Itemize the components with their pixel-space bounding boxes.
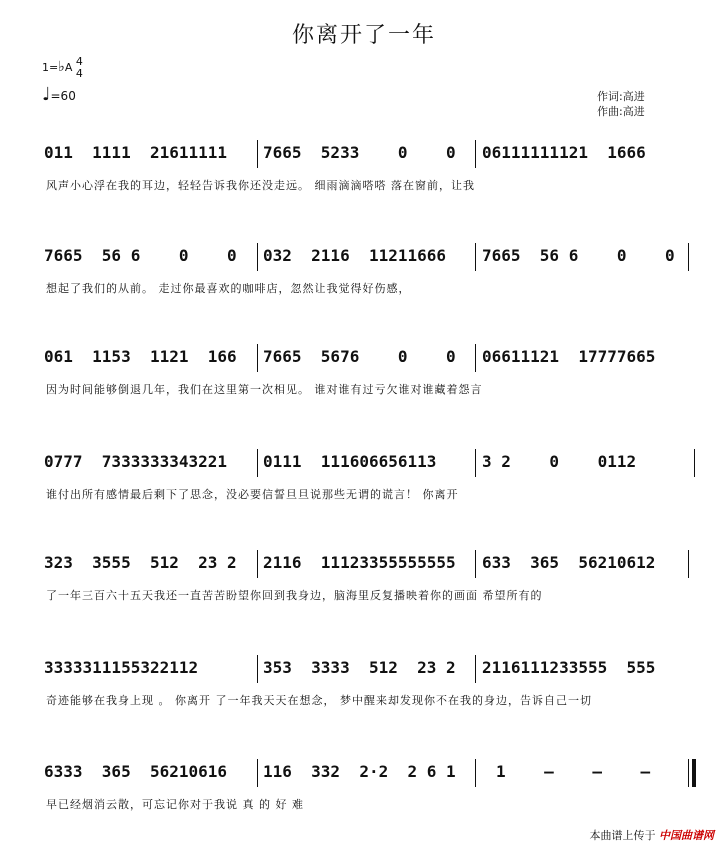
measure: 3333311155322112 (44, 658, 199, 677)
key-signature: 1=♭A 4 4 (42, 55, 83, 80)
measure: 353 3333 512 23 2 (263, 658, 456, 677)
measure: 7665 56 6 0 0 (44, 246, 237, 265)
lyric-line: 了一年三百六十五天我还一直苦苦盼望你回到我身边，脑海里反复播映着你的画面 希望所有的 (46, 589, 543, 602)
footer-credit: 本曲谱上传于 中国曲谱网 (589, 829, 714, 842)
lyric-line: 风声小心浮在我的耳边，轻轻告诉我你还没走远。 细雨滴滴嗒嗒 落在窗前，让我 (46, 179, 475, 192)
time-signature: 4 4 (75, 55, 83, 80)
measure: 1 – – – (496, 762, 651, 781)
measure: 0777 7333333343221 (44, 452, 228, 471)
measure: 06111111121 1666 (482, 143, 646, 162)
lyric-line: 想起了我们的从前。 走过你最喜欢的咖啡店，忽然让我觉得好伤感， (46, 282, 411, 295)
score-row-2 (0, 246, 728, 326)
score-row-1 (0, 143, 728, 223)
song-title: 你离开了一年 (291, 23, 436, 48)
measure: 06611121 17777665 (482, 347, 656, 366)
credits (597, 89, 645, 119)
score-row-5 (0, 553, 728, 633)
measure: 7665 5233 0 0 (263, 143, 456, 162)
score-row-4 (0, 452, 728, 532)
measure: 0111 111606656113 (263, 452, 437, 471)
measure: 2116 11123355555555 (263, 553, 456, 572)
measure: 061 1153 1121 166 (44, 347, 237, 366)
measure: 116 332 2·2 2 6 1 (263, 762, 456, 781)
lyric-line: 谁付出所有感情最后剩下了思念，没必要信誓旦旦说那些无谓的谎言！ 你离开 (46, 488, 459, 501)
lyric-line: 因为时间能够倒退几年，我们在这里第一次相见。 谁对谁有过亏欠谁对谁藏着怨言 (46, 383, 483, 396)
measure: 633 365 56210612 (482, 553, 656, 572)
lyricist: 作词:高进 (597, 90, 645, 103)
measure: 6333 365 56210616 (44, 762, 228, 781)
measure: 3 2 0 0112 (482, 452, 637, 471)
measure: 323 3555 512 23 2 (44, 553, 237, 572)
score-row-3 (0, 347, 728, 427)
lyric-line: 早已经烟消云散，可忘记你对于我说 真 的 好 难 (46, 798, 304, 811)
lyric-line: 奇迹能够在我身上现 。 你离开 了一年我天天在想念， 梦中醒来却发现你不在我的身边，告诉自己一切 (46, 694, 592, 707)
tempo-mark: ♩=60 (42, 84, 76, 105)
score-row-6 (0, 658, 728, 738)
measure: 032 2116 11211666 (263, 246, 447, 265)
measure: 7665 56 6 0 0 (482, 246, 675, 265)
measure: 2116111233555 555 (482, 658, 656, 677)
composer: 作曲:高进 (597, 105, 645, 118)
measure: 7665 5676 0 0 (263, 347, 456, 366)
measure: 011 1111 21611111 (44, 143, 228, 162)
